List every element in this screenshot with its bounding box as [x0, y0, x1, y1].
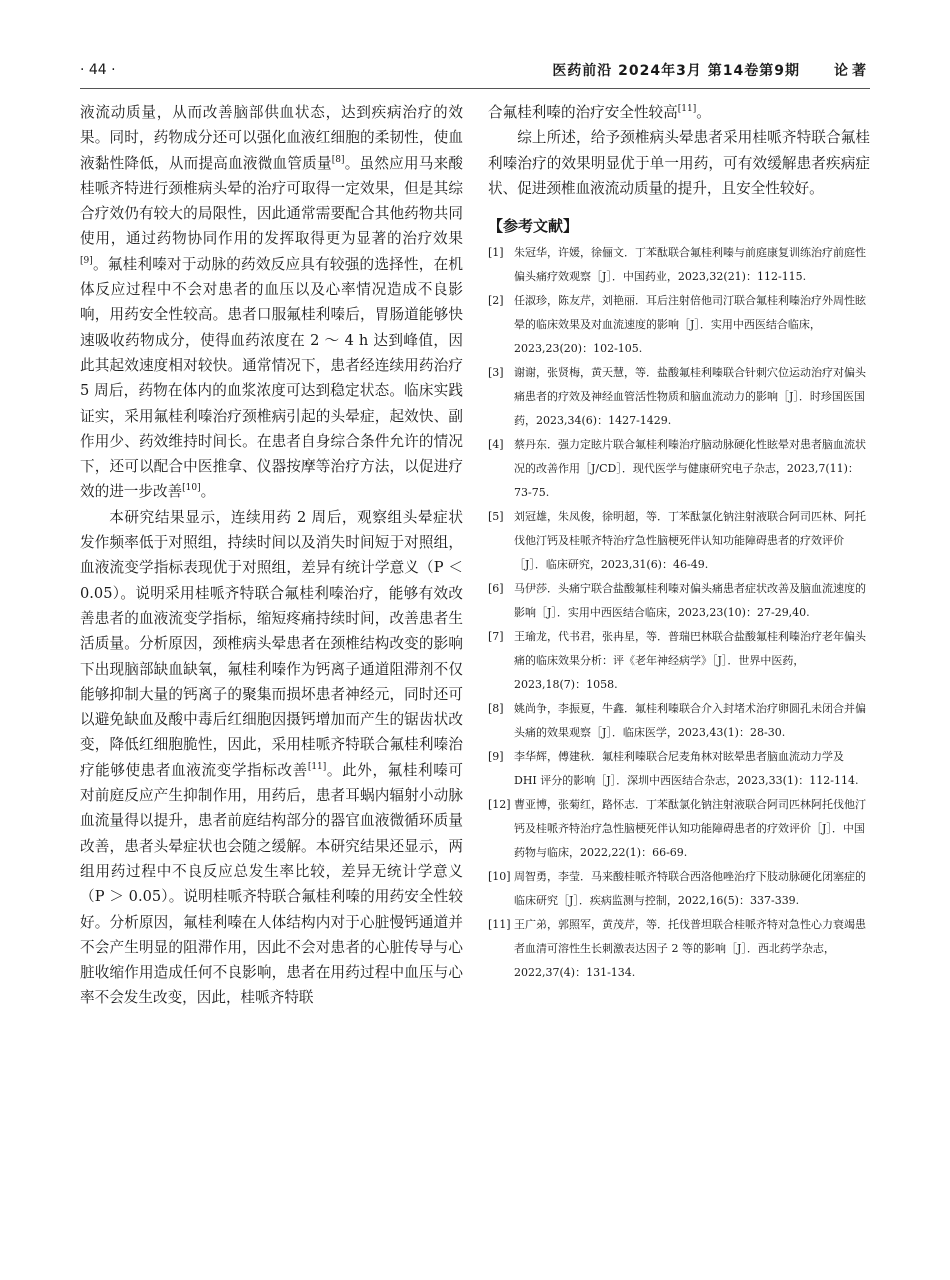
reference-item	[488, 361, 870, 433]
reference-text: 任淑珍，陈友芹，刘艳丽．耳后注射倍他司汀联合氟桂利嗪治疗外周性眩晕的临床效果及对血流速度的影响［J］．实用中西医结合临床，2023,23(20)：102-105.	[514, 294, 866, 356]
reference-number: [12]	[488, 798, 511, 812]
paragraph-text: 。	[696, 104, 711, 121]
section-tag: 论著	[834, 63, 870, 79]
citation: [11]	[307, 761, 327, 772]
journal-title: 医药前沿 2024年3月 第14卷第9期	[552, 63, 800, 79]
reference-number: [8]	[488, 702, 504, 716]
reference-text: 周智勇，李莹．马来酸桂哌齐特联合西洛他唑治疗下肢动脉硬化闭塞症的临床研究［J］．疾病监测与控制，2022,16(5)：337-339.	[514, 870, 866, 908]
paragraph-text: 液流动质量，从而改善脑部供血状态，达到疾病治疗的效果。同时，药物成分还可以强化血液红细胞的柔韧性，使血液黏性降低，从而提高血液微血管质量	[80, 104, 463, 172]
reference-text: 王瑜龙，代书君，张冉星，等．普瑞巴林联合盐酸氟桂利嗪治疗老年偏头痛的临床效果分析：评《老年神经病学》［J］．世界中医药，2023,18(7)：1058.	[514, 630, 866, 692]
reference-item	[488, 577, 870, 625]
citation: [9]	[80, 255, 93, 266]
paragraph-text: 合氟桂利嗪的治疗安全性较高	[488, 104, 678, 121]
reference-text: 谢谢，张贤梅，黄天慧，等．盐酸氟桂利嗪联合针刺穴位运动治疗对偏头痛患者的疗效及神经血管活性物质和脑血流动力的影响［J］．时珍国医国药，2023,34(6)：1427-1429.	[514, 366, 866, 428]
conclusion-paragraph: 综上所述，给予颈椎病头晕患者采用桂哌齐特联合氟桂利嗪治疗的效果明显优于单一用药，可有效缓解患者疾病症状、促进颈椎血液流动质量的提升，且安全性较好。	[488, 129, 870, 197]
reference-number: [6]	[488, 582, 504, 596]
citation: [11]	[677, 104, 697, 115]
reference-text: 朱冠华，许媛，徐俪文．丁苯酞联合氟桂利嗪与前庭康复训练治疗前庭性偏头痛疗效观察［J］．中国药业，2023,32(21)：112-115.	[514, 246, 866, 284]
reference-item	[488, 241, 870, 289]
reference-item	[488, 793, 870, 865]
reference-number: [2]	[488, 294, 504, 308]
page-number: · 44 ·	[80, 62, 116, 78]
paragraph-text: 。氟桂利嗪对于动脉的药效反应具有较强的选择性，在机体反应过程中不会对患者的血压以及心率情况造成不良影响，用药安全性较高。患者口服氟桂利嗪后，胃肠道能够快速吸收药物成分，使得血药浓度在 2 ～ 4 h 达到峰值，因此其起效速度相对较快。通常情况下，患者经连续用药治疗 5 周后，药物在体内的血浆浓度可达到稳定状态。临床实践证实，采用氟桂利嗪治疗颈椎病引起的头晕症，起效快、副作用少、药效维持时间长。在患者自身综合条件允许的情况下，还可以配合中医推拿、仪器按摩等治疗方法，以促进疗效的进一步改善	[80, 255, 463, 501]
reference-number: [11]	[488, 918, 511, 932]
reference-number: [5]	[488, 510, 504, 524]
reference-text: 李华辉，傅建秋．氟桂利嗪联合尼麦角林对眩晕患者脑血流动力学及 DHI 评分的影响［J］．深圳中西医结合杂志，2023,33(1)：112-114.	[514, 750, 859, 788]
reference-item	[488, 697, 870, 745]
reference-item	[488, 505, 870, 577]
references-heading: 【参考文献】	[488, 217, 579, 236]
reference-item	[488, 289, 870, 361]
header-rule	[80, 88, 870, 89]
reference-text: 马伊莎．头痛宁联合盐酸氟桂利嗪对偏头痛患者症状改善及脑血流速度的影响［J］．实用中西医结合临床，2023,23(10)：27-29,40.	[514, 582, 866, 620]
discussion-paragraph	[80, 100, 463, 505]
right-column	[488, 100, 870, 985]
reference-number: [7]	[488, 630, 504, 644]
reference-item	[488, 433, 870, 505]
citation: [10]	[182, 483, 201, 494]
left-column	[80, 100, 463, 1011]
reference-item	[488, 913, 870, 985]
reference-number: [10]	[488, 870, 511, 884]
reference-text: 王广弟，郭照军，黄茂芹，等．托伐普坦联合桂哌齐特对急性心力衰竭患者血清可溶性生长刺激表达因子 2 等的影响［J］．西北药学杂志，2022,37(4)：131-134.	[514, 918, 866, 980]
reference-number: [1]	[488, 246, 504, 260]
reference-text: 蔡丹东．强力定眩片联合氟桂利嗪治疗脑动脉硬化性眩晕对患者脑血流状况的改善作用［J/CD］．现代医学与健康研究电子杂志，2023,7(11)：73-75.	[514, 438, 866, 500]
reference-number: [9]	[488, 750, 504, 764]
page-header	[80, 60, 870, 82]
reference-item	[488, 625, 870, 697]
reference-number: [3]	[488, 366, 504, 380]
reference-text: 刘冠雄，朱凤俊，徐明超，等．丁苯酞氯化钠注射液联合阿司匹林、阿托伐他汀钙及桂哌齐特治疗急性脑梗死伴认知功能障碍患者的疗效评价［J］．临床研究，2023,31(6)：46-49.	[514, 510, 866, 572]
reference-item	[488, 745, 870, 793]
reference-item	[488, 865, 870, 913]
paragraph-text: 。此外，氟桂利嗪可对前庭反应产生抑制作用，用药后，患者耳蜗内辐射小动脉血流量得以提升，患者前庭结构部分的器官血液微循环质量改善，患者头晕症状也会随之缓解。本研究结果还显示，两组用药过程中不良反应总发生率比较，差异无统计学意义（P ＞ 0.05）。说明桂哌齐特联合氟桂利嗪的用药安全性较好。分析原因，氟桂利嗪在人体结构内对于心脏慢钙通道并不会产生明显的阻滞作用，因此不会对患者的心脏传导与心脏收缩作用造成任何不良影响，患者在用药过程中血压与心率不会发生改变，因此，桂哌齐特联	[80, 761, 463, 1007]
paragraph-text: 。	[200, 483, 216, 501]
paragraph-text: 。虽然应用马来酸桂哌齐特进行颈椎病头晕的治疗可取得一定效果，但是其综合疗效仍有较大的局限性，因此通常需要配合其他药物共同使用，通过药物协同作用的发挥取得更为显著的治疗效果	[80, 154, 463, 248]
reference-text: 姚尚争，李振夏，牛鑫．氟桂利嗪联合介入封堵术治疗卵圆孔未闭合并偏头痛的效果观察［J］．临床医学，2023,43(1)：28-30.	[514, 702, 866, 740]
reference-list	[488, 241, 870, 985]
results-paragraph	[80, 505, 463, 1011]
paragraph-text: 本研究结果显示，连续用药 2 周后，观察组头晕症状发作频率低于对照组，持续时间以及消失时间短于对照组，血液流变学指标表现优于对照组，差异有统计学意义（P ＜ 0.05）。说明采用桂哌齐特联合氟桂利嗪治疗，能够有效改善患者的血液流变学指标，缩短疼痛持续时间，改善患者生活质量。分析原因，颈椎病头晕患者在颈椎结构改变的影响下出现脑部缺血缺氧，氟桂利嗪作为钙离子通道阻滞剂不仅能够抑制大量的钙离子的聚集而损坏患者神经元，同时还可以避免缺血及酸中毒后红细胞因摄钙增加而产生的锯齿状改变，降低红细胞脆性，因此，采用桂哌齐特联合氟桂利嗪治疗能够使患者血液流变学指标改善	[80, 508, 463, 779]
reference-number: [4]	[488, 438, 504, 452]
continued-paragraph	[488, 100, 870, 125]
citation: [8]	[331, 154, 345, 165]
reference-text: 曹亚博，张菊红，路怀志．丁苯酞氯化钠注射液联合阿司匹林阿托伐他汀钙及桂哌齐特治疗急性脑梗死伴认知功能障碍患者的疗效评价［J］．中国药物与临床，2022,22(1)：66-69.	[514, 798, 866, 860]
